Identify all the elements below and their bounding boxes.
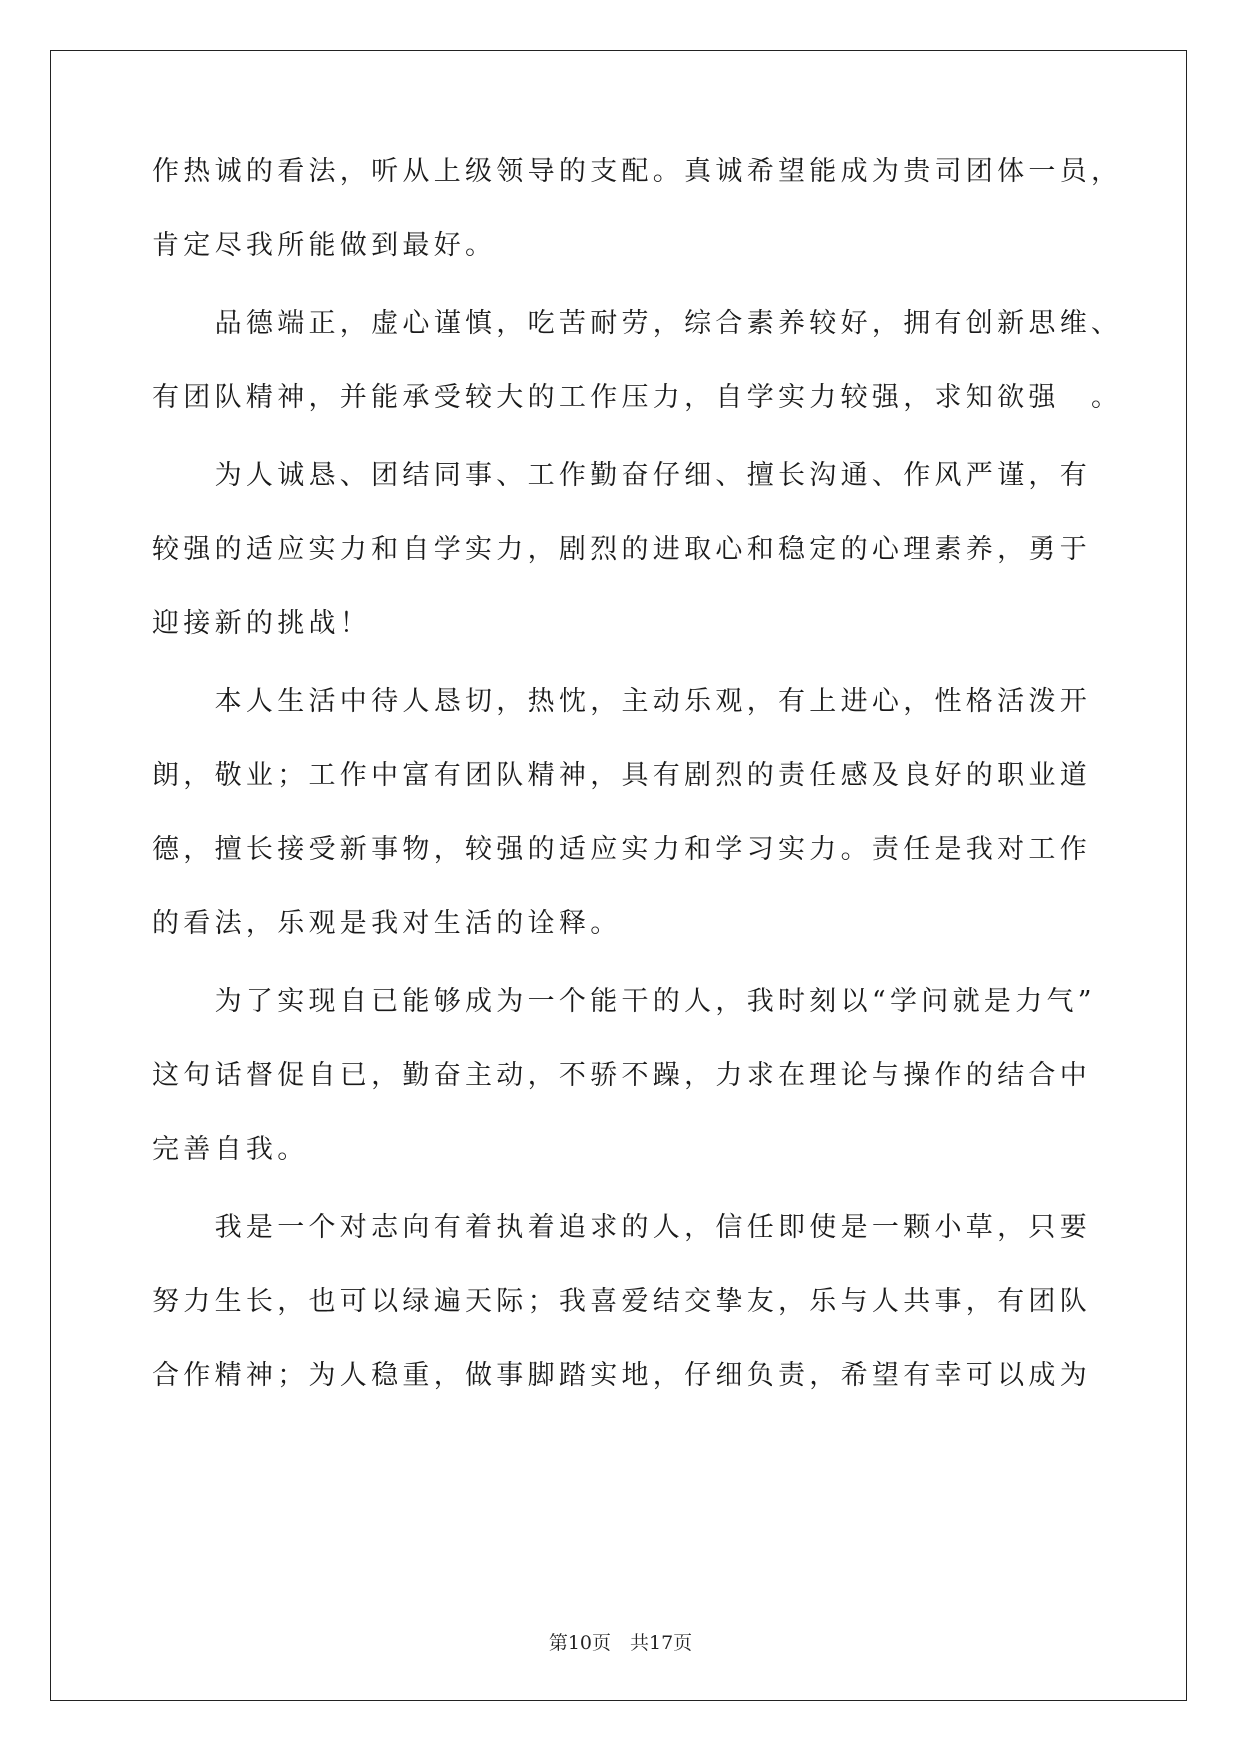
text-line: 肯定尽我所能做到最好。 (152, 230, 497, 261)
text-line: 合作精神；为人稳重，做事脚踏实地，仔细负责，希望有幸可以成为 (152, 1360, 1091, 1391)
text-line: 朗，敬业；工作中富有团队精神，具有剧烈的责任感及良好的职业道 (152, 760, 1091, 791)
text-line: 有团队精神，并能承受较大的工作压力，自学实力较强，求知欲强 。 (152, 382, 1123, 413)
text-line: 的看法，乐观是我对生活的诠释。 (152, 908, 622, 939)
text-line: 努力生长，也可以绿遍天际；我喜爱结交挚友，乐与人共事，有团队 (152, 1286, 1091, 1317)
text-line: 完善自我。 (152, 1134, 309, 1165)
text-line: 较强的适应实力和自学实力，剧烈的进取心和稳定的心理素养，勇于 (152, 534, 1091, 565)
text-line: 作热诚的看法，听从上级领导的支配。真诚希望能成为贵司团体一员， (152, 156, 1123, 187)
page-number: 第10页 共17页 (548, 1632, 693, 1654)
text-line: 为了实现自已能够成为一个能干的人，我时刻以“学问就是力气” (152, 986, 1096, 1017)
text-line: 迎接新的挑战！ (152, 608, 372, 639)
text-line: 德，擅长接受新事物，较强的适应实力和学习实力。责任是我对工作 (152, 834, 1091, 865)
text-line: 我是一个对志向有着执着追求的人，信任即使是一颗小草，只要 (152, 1212, 1091, 1243)
page-border (50, 50, 1187, 1701)
text-line: 这句话督促自已，勤奋主动，不骄不躁，力求在理论与操作的结合中 (152, 1060, 1091, 1091)
text-line: 品德端正，虚心谨慎，吃苦耐劳，综合素养较好，拥有创新思维、 (152, 308, 1123, 339)
text-line: 本人生活中待人恳切，热忱，主动乐观，有上进心，性格活泼开 (152, 686, 1091, 717)
text-line: 为人诚恳、团结同事、工作勤奋仔细、擅长沟通、作风严谨，有 (152, 460, 1091, 491)
